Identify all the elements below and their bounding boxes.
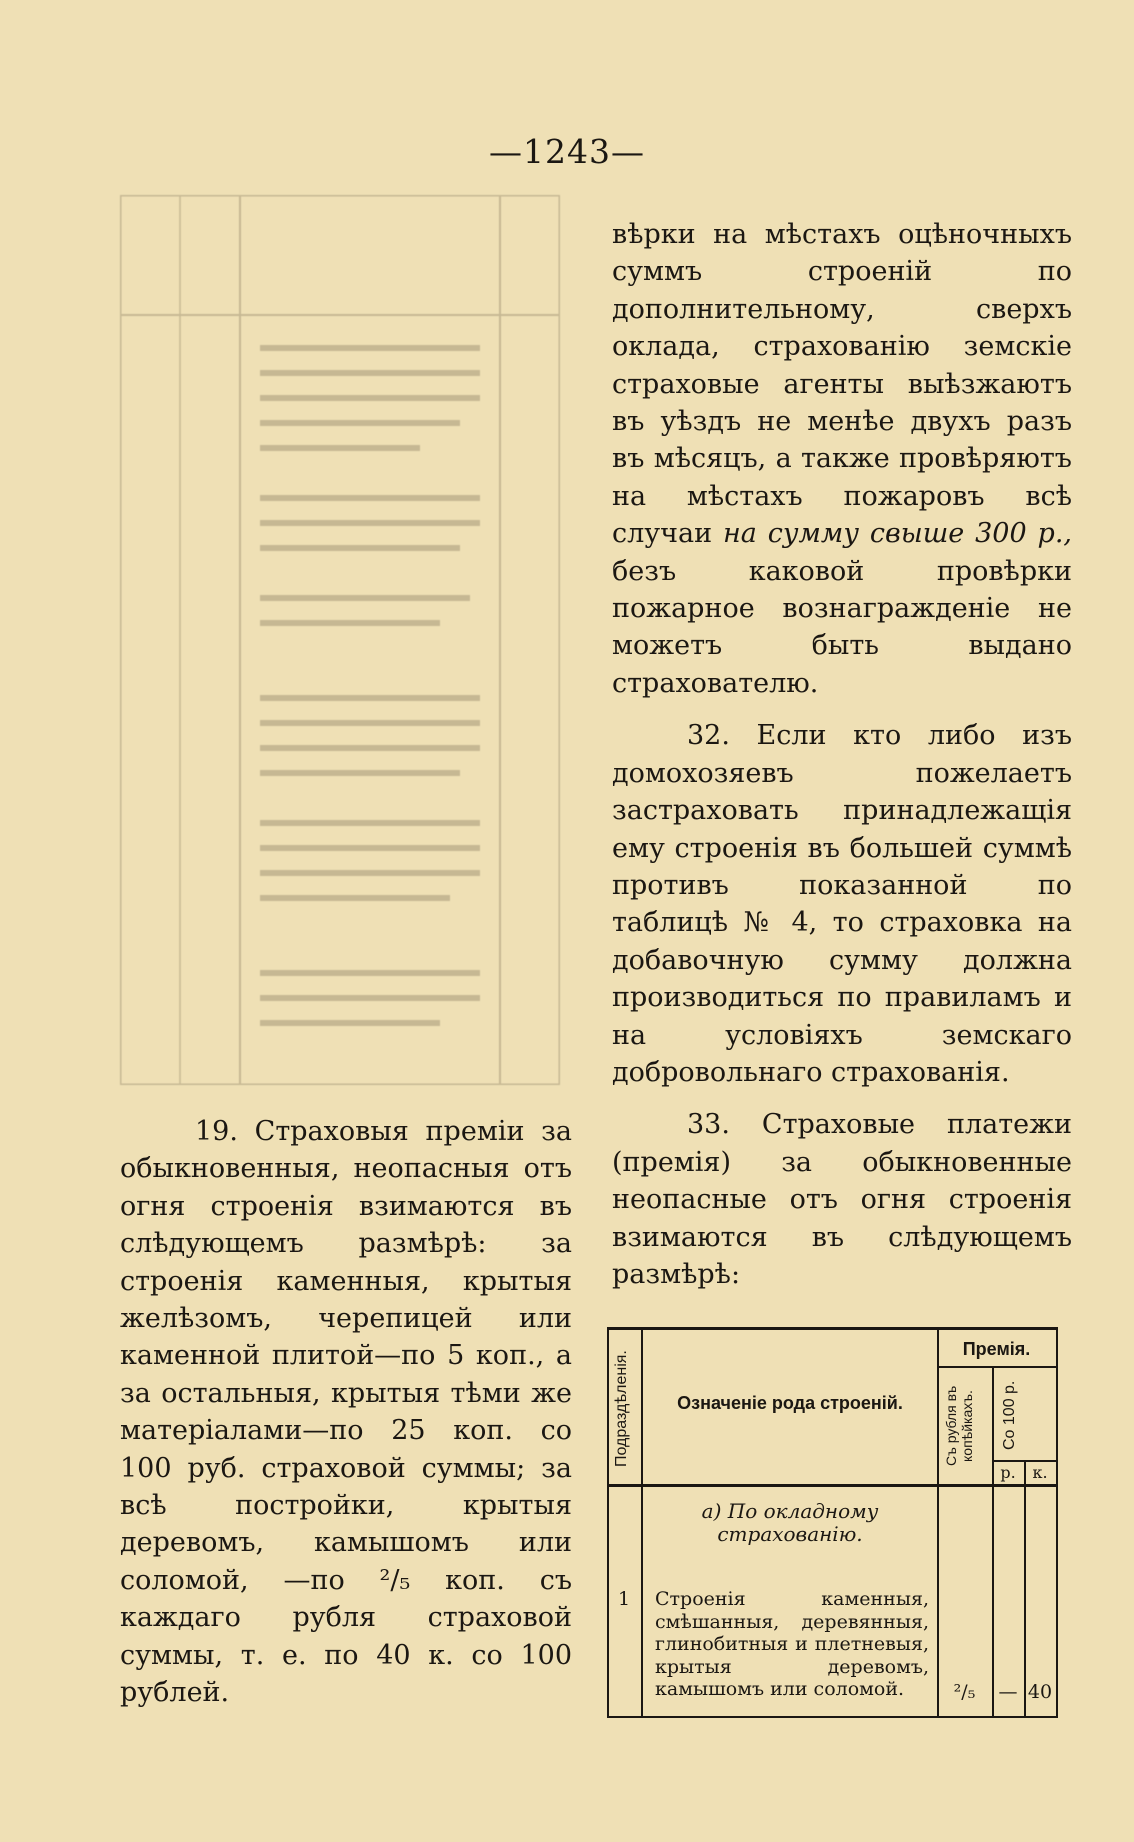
header-rub: р. [1000,1463,1016,1482]
left-column [120,1113,572,1712]
row-1-rub: — [998,1681,1018,1703]
paragraph-33: 33. Страховые платежи (премія) за обыкновенные неопасные отъ огня строенія взимаются въ слѣдующемъ размѣрѣ: [612,1109,1072,1290]
table-header-rule [607,1484,1056,1487]
paragraph-continued-text: вѣрки на мѣстахъ оцѣночныхъ суммъ строеній по дополнительному, сверхъ оклада, страхованію земскіе страховые агенты выѣзжаютъ въ уѣздъ не менѣе двухъ разъ въ мѣсяцъ, а также провѣряютъ на мѣстахъ пожаровъ всѣ случаи [612,219,1072,550]
header-subdivision: Подраздѣленія. [613,1350,630,1468]
paragraph-19: 19. Страховыя преміи за обыкновенныя, неопасныя отъ огня строенія взимаются въ слѣдующемъ размѣрѣ: за строенія каменныя, крытыя желѣзомъ, черепицей или каменной плитой—по 5 коп., а за остальныя, крытыя тѣми же матеріалами—по 25 коп. со 100 руб. страховой суммы; за всѣ постройки, крытыя деревомъ, камышомъ или соломой, —по ²/₅ коп. съ каждаго рубля страховой суммы, т. е. по 40 к. со 100 рублей. [120,1116,572,1709]
table-border-right [1056,1330,1058,1716]
page-number: —1243— [489,132,645,171]
header-kop: к. [1032,1463,1048,1482]
section-a-label: а) По окладному страхованію. [701,1499,879,1546]
table-rule [937,1366,1056,1368]
paragraph-continued [612,216,1072,702]
table-divider [641,1330,643,1716]
bleed-through-table [120,195,560,1085]
row-1-number: 1 [617,1588,631,1610]
table-divider [937,1330,939,1716]
row-1-per-ruble: ²/₅ [953,1681,976,1703]
table-border-left [607,1330,609,1716]
right-column [612,216,1072,1293]
paragraph-32: 32. Если кто либо изъ домохозяевъ пожелаетъ застраховать принадлежащія ему строенія въ большей суммѣ противъ показанной по таблицѣ № 4, то страховка на добавочную сумму должна производиться по правиламъ и на условіяхъ земскаго добровольнаго страхованія. [612,720,1072,1088]
row-1-description: Строенія каменныя, смѣшанныя, деревянныя, глинобитныя и плетневыя, крытыя деревомъ, камышомъ или соломой. [655,1588,929,1700]
row-1-kop: 40 [1027,1681,1053,1703]
header-building-type: Означеніе рода строеній. [677,1393,903,1413]
header-per-100: Со 100 р. [1001,1380,1018,1450]
premium-table [607,1327,1058,1718]
table-divider [1024,1460,1026,1716]
paragraph-continued-tail: безъ каковой провѣрки пожарное вознагражденіе не можетъ быть выдано страхователю. [612,555,1072,699]
header-per-ruble: Съ рубля въ копѣйкахъ. [943,1385,975,1467]
table-divider [992,1368,994,1716]
emphasis-sum: на сумму свыше 300 р., [723,518,1072,550]
header-premium: Премія. [962,1339,1031,1359]
